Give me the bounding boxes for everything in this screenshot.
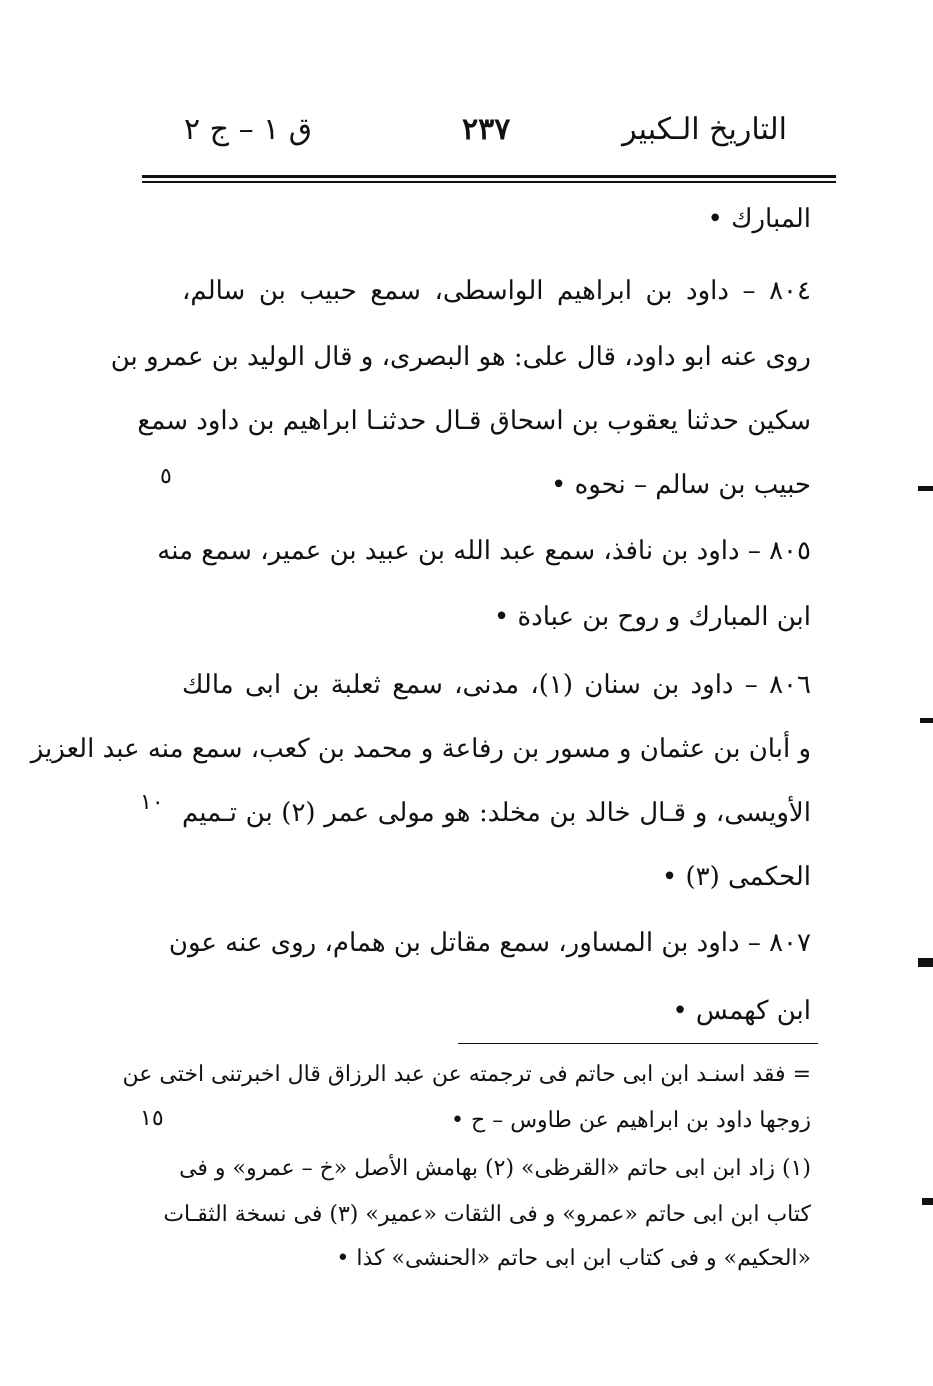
text-line: الأويسى، و قـال خالد بن مخلد: هو مولى عمر (٢) بن تـميم xyxy=(182,798,811,828)
scan-edge-mark xyxy=(918,958,933,967)
footnote-line: = فقد اسنـد ابن ابى حاتم فى ترجمته عن عبد الرزاق قال اخبرتنى اختى عن xyxy=(122,1062,811,1087)
book-title: التاريخ الـكبير xyxy=(622,112,787,147)
text-line: حبيب بن سالم – نحوه • xyxy=(551,470,811,500)
footnote-rule xyxy=(458,1043,818,1044)
margin-number-5: ٥ xyxy=(160,464,172,489)
page-number: ٢٣٧ xyxy=(462,112,511,147)
text-line: روى عنه ابو داود، قال على: هو البصرى، و قال الوليد بن عمرو بن xyxy=(110,342,811,372)
entry-805-line: ٨٠٥ – داود بن نافذ، سمع عبد الله بن عبيد بن عمير، سمع منه xyxy=(157,536,811,566)
footnote-line: كتاب ابن ابى حاتم «عمرو» و فى الثقات «عمير» (٣) فى نسخة الثقـات xyxy=(163,1202,811,1227)
entry-806-line: ٨٠٦ – داود بن سنان (١)، مدنى، سمع ثعلبة بن ابى مالك xyxy=(182,670,811,700)
text-line: و أبان بن عثمان و مسور بن رفاعة و محمد بن كعب، سمع منه عبد العزيز xyxy=(30,734,811,764)
text-line: سكين حدثنا يعقوب بن اسحاق قـال حدثنـا ابراهيم بن داود سمع xyxy=(137,406,811,436)
scan-edge-mark xyxy=(918,486,933,491)
margin-number-10: ١٠ xyxy=(140,790,164,815)
footnote-line: (١) زاد ابن ابى حاتم «القرظى» (٢) بهامش الأصل «خ – عمرو» و فى xyxy=(179,1156,811,1181)
text-line: ابن المبارك و روح بن عبادة • xyxy=(493,602,811,632)
footnote-line: «الحكيم» و فى كتاب ابن ابى حاتم «الحنشى» كذا • xyxy=(336,1246,811,1271)
text-line: ابن كهمس • xyxy=(672,996,811,1026)
header-rule-inner xyxy=(142,181,836,183)
text-line: المبارك • xyxy=(707,204,811,234)
entry-804-line: ٨٠٤ – داود بن ابراهيم الواسطى، سمع حبيب بن سالم، xyxy=(182,276,811,306)
scan-edge-mark xyxy=(922,1198,933,1205)
margin-number-15: ١٥ xyxy=(140,1106,164,1131)
text-line: الحكمى (٣) • xyxy=(661,862,811,892)
entry-807-line: ٨٠٧ – داود بن المساور، سمع مقاتل بن همام، روى عنه عون xyxy=(168,928,811,958)
volume-part: ق ١ – ج ٢ xyxy=(184,112,313,147)
scan-edge-mark xyxy=(920,718,933,723)
footnote-line: زوجها داود بن ابراهيم عن طاوس – ح • xyxy=(451,1108,811,1133)
header-rule xyxy=(142,175,836,178)
